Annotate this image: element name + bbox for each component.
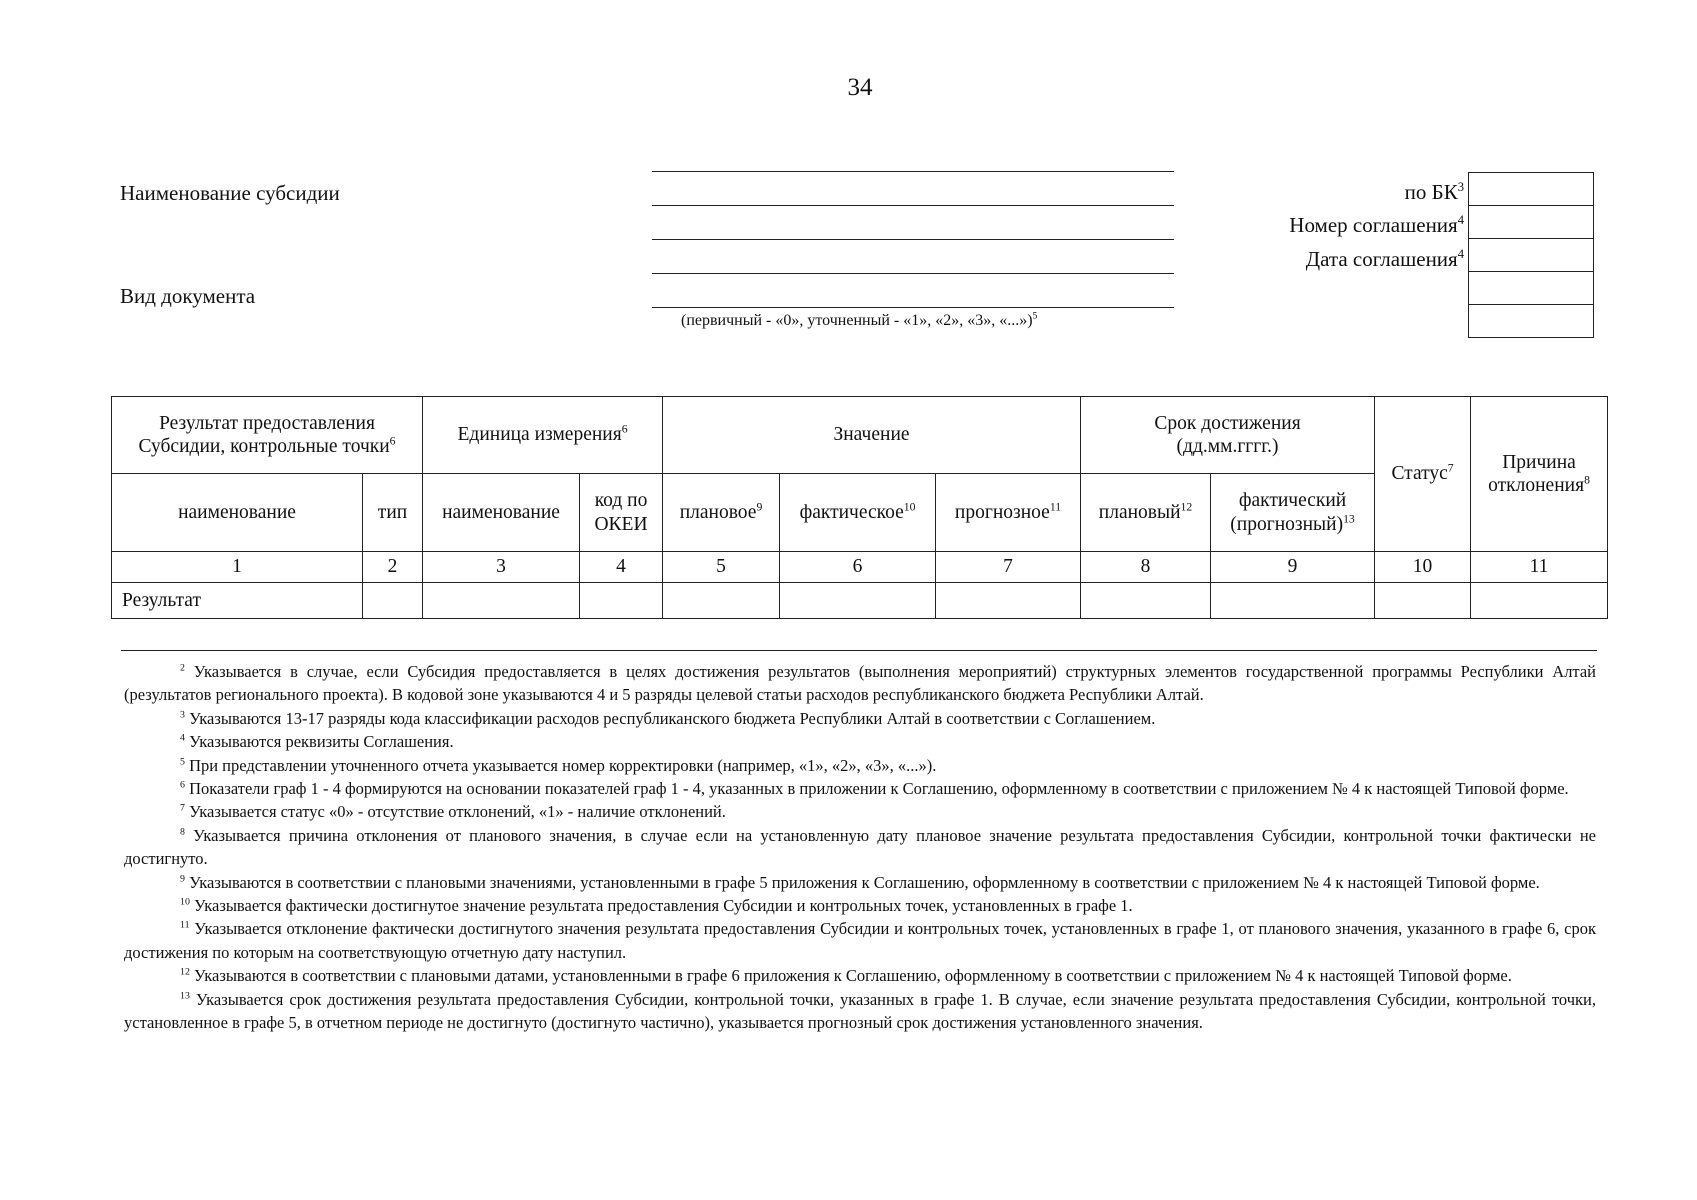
table-cell[interactable] (580, 583, 663, 619)
column-number: 3 (423, 552, 580, 583)
column-number: 7 (936, 552, 1081, 583)
reason-header: Причина отклонения$^8$ (1471, 397, 1608, 552)
table-cell[interactable] (1375, 583, 1471, 619)
table-cell[interactable] (1081, 583, 1211, 619)
footnote: $^7$ Указывается статус «0» - отсутствие отклонений, «1» - наличие отклонений. (180, 802, 726, 822)
fill-line-2 (652, 205, 1174, 206)
fill-line-1 (652, 171, 1174, 172)
footnote: $^{13}$ Указывается срок достижения результата предоставления Субсидии, контрольной точки, указанных в графе 1. В случае, если значение результата предоставления Субсидии, контрольной точки, установленное в графе 5, в отчетном периоде не достигнуто (достигнуто частично), указывается прогнозный срок достижения установленного значения. (124, 989, 1597, 1033)
footnote: $^8$ Указывается причина отклонения от планового значения, в случае если на установленную дату плановое значение результата предоставления Субсидии, контрольной точки фактически не достигнуто. (124, 825, 1596, 869)
page-number: 34 (847, 74, 873, 101)
footnote: $^4$ Указываются реквизиты Соглашения. (180, 732, 454, 752)
footnote: $^{12}$ Указываются в соответствии с плановыми датами, установленными в графе 6 приложения к Соглашению, оформленному в соответствии с приложением № 4 к настоящей Типовой форме. (180, 966, 1512, 986)
col-planned-date-header: плановый$^{12}$ (1081, 474, 1211, 552)
column-number: 11 (1471, 552, 1608, 583)
col-okei-header: код по ОКЕИ (580, 474, 663, 552)
code-cell-bk[interactable] (1469, 173, 1593, 206)
table-cell[interactable] (780, 583, 936, 619)
footnote: $^9$ Указываются в соответствии с плановыми значениями, установленными в графе 5 приложения к Соглашению, оформленному в соответствии с приложением № 4 к настоящей Типовой форме. (180, 872, 1540, 892)
agreement-number-label: Номер соглашения$^4$ (1289, 213, 1464, 237)
table-cell[interactable] (423, 583, 580, 619)
footnote: $^3$ Указываются 13-17 разряды кода классификации расходов республиканского бюджета Республики Алтай в соответствии с Соглашением. (180, 708, 1156, 728)
col-name-header: наименование (112, 474, 363, 552)
column-number: 1 (112, 552, 363, 583)
column-number: 10 (1375, 552, 1471, 583)
code-labels (1100, 0, 1464, 360)
bk-label: по $БК^3$ (1404, 180, 1464, 204)
col-unit-name-header: наименование (423, 474, 580, 552)
fill-line-5 (652, 307, 1174, 308)
footnote: $^6$ Показатели граф 1 - 4 формируются на основании показателей граф 1 - 4, указанных в приложении к Соглашению, оформленному в соответствии с приложением № 4 к настоящей Типовой форме. (180, 779, 1569, 799)
result-row-label: Результат (112, 583, 363, 619)
footnote: $^{10}$ Указывается фактически достигнутое значение результата предоставления Субсидии и контрольных точек, установленных в графе 1. (180, 896, 1133, 916)
col-forecast-header: прогнозное$^{11}$ (936, 474, 1081, 552)
group-value-header: Значение (663, 397, 1081, 474)
footnotes (124, 660, 1596, 1035)
fill-line-4 (652, 273, 1174, 274)
code-cell-agreement-date[interactable] (1469, 239, 1593, 272)
footnote: $^5$ При представлении уточненного отчета указывается номер корректировки (например, «1», «2», «3», «...»). (180, 755, 937, 775)
agreement-date-label: Дата соглашения$^4$ (1305, 247, 1464, 271)
table-cell[interactable] (663, 583, 780, 619)
col-actual-date-header: фактический (прогнозный)$^{13}$ (1211, 474, 1375, 552)
table-cell[interactable] (936, 583, 1081, 619)
code-cell-empty[interactable] (1469, 272, 1593, 305)
column-number: 5 (663, 552, 780, 583)
col-actual-header: фактическое$^{10}$ (780, 474, 936, 552)
status-header: Статус$^7$ (1375, 397, 1471, 552)
group-deadline-header: Срок достижения (дд.мм.гггг.) (1081, 397, 1375, 474)
footnote-separator (121, 650, 1597, 651)
col-planned-header: плановое$^9$ (663, 474, 780, 552)
table-cell[interactable] (363, 583, 423, 619)
column-number: 8 (1081, 552, 1211, 583)
table-row (112, 583, 1608, 619)
table-cell[interactable] (1471, 583, 1608, 619)
results-table (111, 396, 1608, 619)
code-zone (1468, 172, 1594, 338)
footnote: $^2$ Указывается в случае, если Субсидия предоставляется в целях достижения результатов (выполнения мероприятий) структурных элементов государственной программы Республики Алтай (результатов регионального проекта). В кодовой зоне указываются 4 и 5 разряды целевой статьи расходов республиканского бюджета Республики Алтай. (124, 662, 1597, 705)
code-cell-document-type[interactable] (1469, 305, 1593, 337)
group-result-header: Результат предоставления Субсидии, контрольные точки$^6$ (112, 397, 423, 474)
column-number: 6 (780, 552, 936, 583)
column-number: 9 (1211, 552, 1375, 583)
document-type-label: Вид документа (120, 284, 256, 308)
column-number: 4 (580, 552, 663, 583)
column-number: 2 (363, 552, 423, 583)
document-type-hint: (первичный - «0», уточненный - «1», «2», «3», «...»)$^5$ (681, 310, 1038, 329)
fill-line-3 (652, 239, 1174, 240)
table-cell[interactable] (1211, 583, 1375, 619)
col-type-header: тип (363, 474, 423, 552)
group-unit-header: Единица измерения$^6$ (423, 397, 663, 474)
subsidy-name-label: Наименование субсидии (120, 181, 340, 205)
footnote: $^{11}$ Указывается отклонение фактически достигнутого значения результата предоставления Субсидии и контрольных точек, установленных в графе 1, от планового значения, указанного в графе 6, срок достижения по которым на соответствующую отчетную дату наступил. (124, 919, 1596, 962)
code-cell-agreement-number[interactable] (1469, 206, 1593, 239)
